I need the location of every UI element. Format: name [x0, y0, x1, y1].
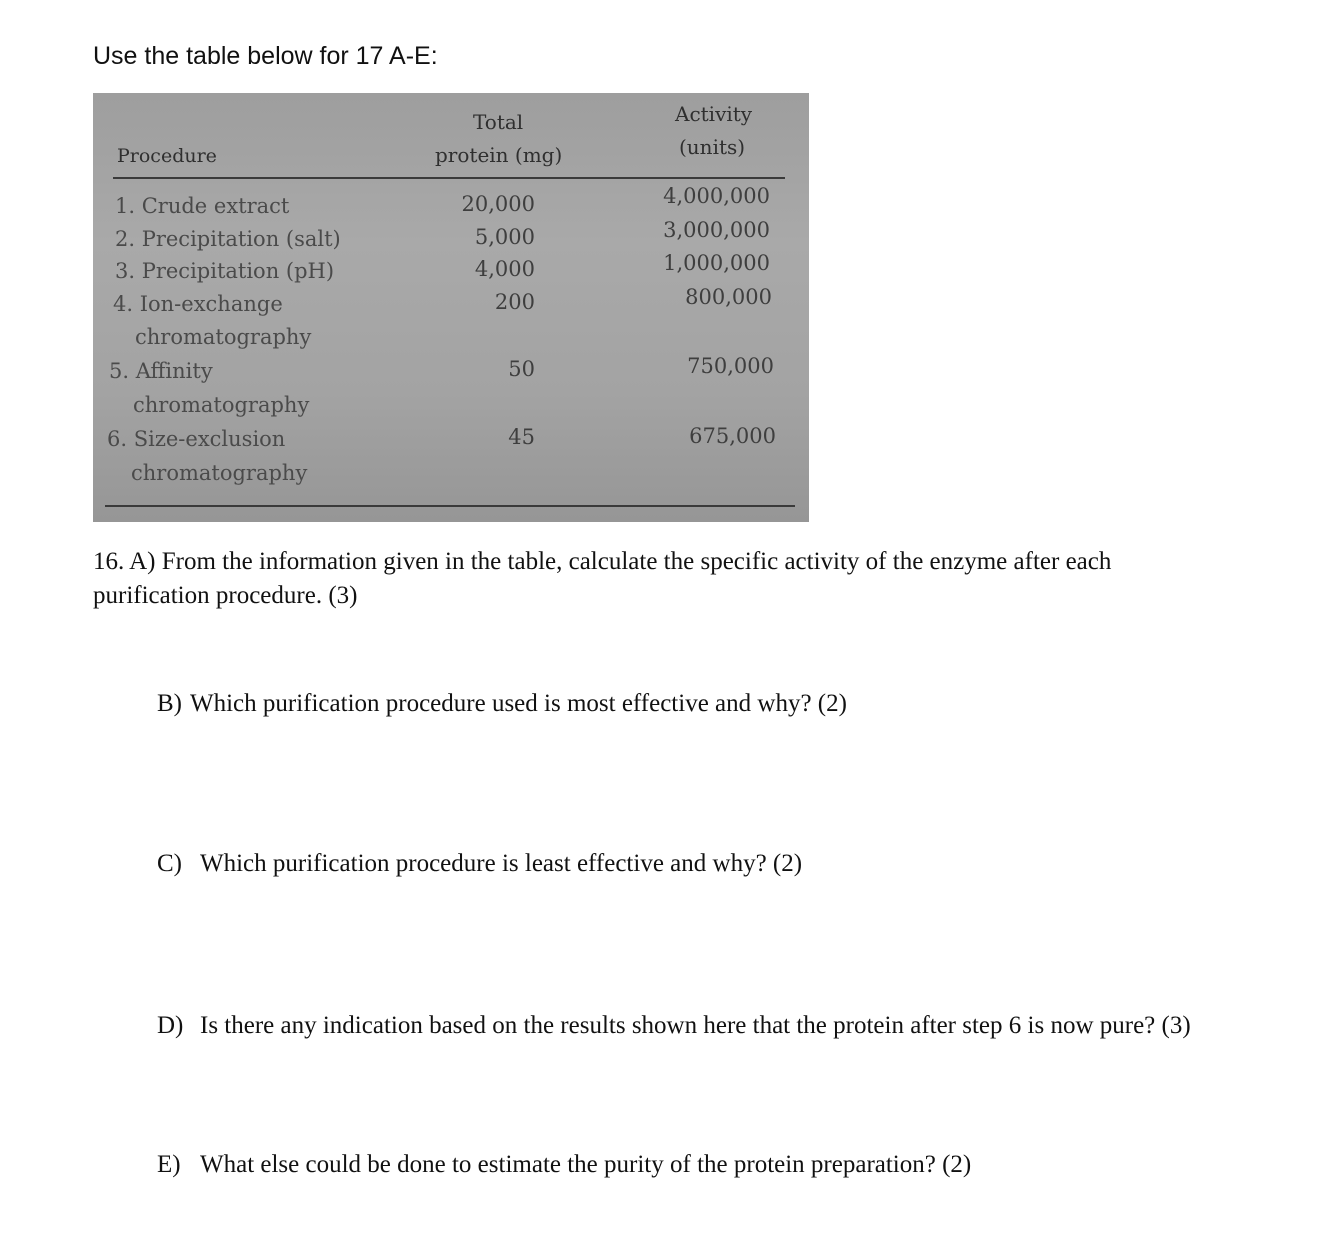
question-d [157, 1009, 1197, 1043]
question-c-text: Which purification procedure is least effective and why? (2) [200, 850, 803, 877]
header-activity-line1: Activity [675, 102, 753, 126]
row-2-procedure: 2. Precipitation (salt) [115, 227, 341, 251]
instructions-heading: Use the table below for 17 A-E: [93, 42, 438, 70]
row-5-protein: 50 [508, 357, 535, 381]
row-6-activity: 675,000 [689, 424, 776, 448]
row-5-procedure-cont: chromatography [133, 393, 310, 417]
purification-table-photo [93, 93, 809, 522]
header-procedure: Procedure [117, 145, 217, 167]
footer-rule [105, 505, 795, 507]
row-5-procedure: 5. Affinity [109, 359, 213, 383]
question-b-letter: B) [157, 690, 182, 717]
row-3-protein: 4,000 [474, 257, 535, 281]
question-c [157, 847, 1257, 881]
row-2-activity: 3,000,000 [663, 218, 770, 242]
row-4-activity: 800,000 [685, 285, 772, 309]
header-activity-line2: (units) [679, 135, 746, 159]
row-6-procedure-cont: chromatography [131, 461, 308, 485]
question-e [157, 1148, 1257, 1182]
question-e-text: What else could be done to estimate the purity of the protein preparation? (2) [200, 1151, 972, 1178]
header-protein-line1: Total [473, 110, 524, 134]
row-4-procedure: 4. Ion-exchange [113, 292, 283, 316]
header-rule [113, 177, 785, 179]
question-b [157, 687, 1257, 721]
row-3-activity: 1,000,000 [663, 251, 770, 275]
row-1-activity: 4,000,000 [663, 184, 770, 208]
question-d-letter: D) [157, 1012, 184, 1039]
row-2-protein: 5,000 [474, 225, 535, 249]
row-4-protein: 200 [494, 290, 535, 314]
row-1-procedure: 1. Crude extract [115, 194, 290, 218]
question-d-text: Is there any indication based on the results shown here that the protein after step 6 is now pure? (3) [200, 1012, 1191, 1039]
row-1-protein: 20,000 [461, 192, 535, 216]
question-16a: 16. A) From the information given in the table, calculate the specific activity of the enzyme after each purification procedure. (3) [93, 548, 1112, 609]
row-4-procedure-cont: chromatography [135, 325, 312, 349]
row-3-procedure: 3. Precipitation (pH) [115, 259, 335, 283]
header-protein-line2: protein (mg) [435, 143, 563, 167]
row-5-activity: 750,000 [687, 354, 774, 378]
question-b-text: Which purification procedure used is most effective and why? (2) [190, 690, 847, 717]
question-c-letter: C) [157, 850, 182, 877]
question-e-letter: E) [157, 1151, 181, 1178]
row-6-protein: 45 [508, 425, 535, 449]
row-6-procedure: 6. Size-exclusion [107, 427, 286, 451]
